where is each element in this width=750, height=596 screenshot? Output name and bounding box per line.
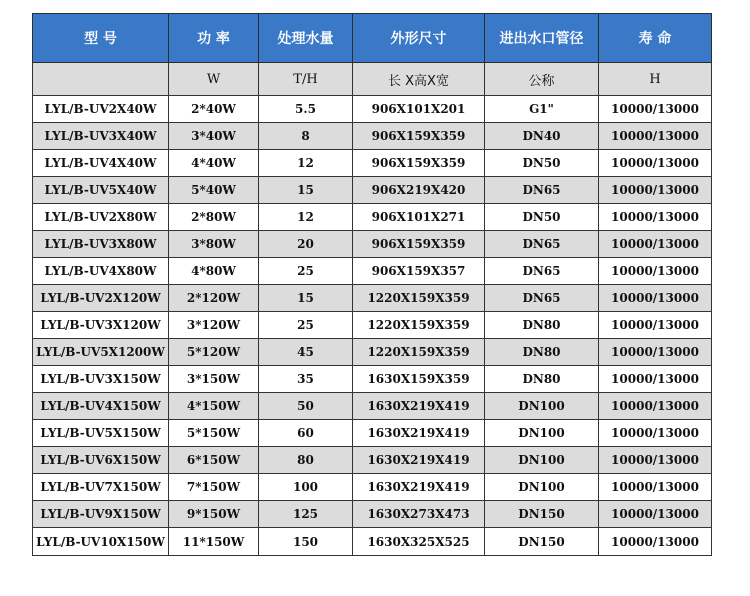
cell-lifespan: 10000/13000 [599,204,712,231]
cell-model: LYL/B-UV7X150W [33,474,169,501]
cell-dimensions: 1630X219X419 [353,447,485,474]
cell-model: LYL/B-UV2X120W [33,285,169,312]
cell-flow: 60 [259,420,353,447]
cell-power: 5*40W [169,177,259,204]
cell-lifespan: 10000/13000 [599,420,712,447]
header-model: 型 号 [33,14,169,63]
cell-power: 4*150W [169,393,259,420]
cell-lifespan: 10000/13000 [599,501,712,528]
cell-flow: 25 [259,258,353,285]
cell-pipe-size: G1" [485,96,599,123]
cell-dimensions: 1220X159X359 [353,285,485,312]
unit-lifespan: H [599,63,712,96]
table-body [33,96,712,556]
cell-pipe-size: DN100 [485,474,599,501]
cell-power: 6*150W [169,447,259,474]
table-row [33,285,712,312]
cell-dimensions: 1220X159X359 [353,339,485,366]
cell-flow: 20 [259,231,353,258]
cell-dimensions: 1630X273X473 [353,501,485,528]
cell-lifespan: 10000/13000 [599,447,712,474]
cell-model: LYL/B-UV9X150W [33,501,169,528]
cell-power: 5*150W [169,420,259,447]
units-row [33,63,712,96]
cell-model: LYL/B-UV2X40W [33,96,169,123]
cell-power: 3*150W [169,366,259,393]
table-row [33,258,712,285]
cell-model: LYL/B-UV5X40W [33,177,169,204]
table-row [33,231,712,258]
cell-model: LYL/B-UV4X150W [33,393,169,420]
cell-model: LYL/B-UV3X80W [33,231,169,258]
cell-dimensions: 906X159X357 [353,258,485,285]
header-row [33,14,712,63]
cell-lifespan: 10000/13000 [599,474,712,501]
cell-lifespan: 10000/13000 [599,123,712,150]
cell-dimensions: 906X159X359 [353,231,485,258]
spec-table [32,13,712,556]
cell-power: 2*120W [169,285,259,312]
cell-flow: 15 [259,177,353,204]
cell-pipe-size: DN80 [485,312,599,339]
cell-model: LYL/B-UV3X40W [33,123,169,150]
cell-lifespan: 10000/13000 [599,150,712,177]
cell-pipe-size: DN100 [485,393,599,420]
cell-lifespan: 10000/13000 [599,312,712,339]
cell-power: 7*150W [169,474,259,501]
cell-pipe-size: DN40 [485,123,599,150]
cell-pipe-size: DN150 [485,501,599,528]
cell-flow: 50 [259,393,353,420]
cell-power: 11*150W [169,528,259,556]
table-row [33,204,712,231]
cell-flow: 100 [259,474,353,501]
cell-dimensions: 1220X159X359 [353,312,485,339]
header-lifespan: 寿 命 [599,14,712,63]
cell-lifespan: 10000/13000 [599,393,712,420]
cell-flow: 5.5 [259,96,353,123]
cell-power: 5*120W [169,339,259,366]
cell-pipe-size: DN50 [485,204,599,231]
table-row [33,420,712,447]
table-row [33,528,712,556]
table-row [33,393,712,420]
cell-lifespan: 10000/13000 [599,231,712,258]
unit-dimensions: 长 X高X宽 [353,63,485,96]
cell-lifespan: 10000/13000 [599,285,712,312]
header-dimensions: 外形尺寸 [353,14,485,63]
header-pipe-size: 进出水口管径 [485,14,599,63]
cell-dimensions: 1630X219X419 [353,474,485,501]
cell-model: LYL/B-UV5X1200W [33,339,169,366]
cell-lifespan: 10000/13000 [599,339,712,366]
cell-model: LYL/B-UV4X80W [33,258,169,285]
cell-flow: 35 [259,366,353,393]
cell-model: LYL/B-UV4X40W [33,150,169,177]
cell-flow: 8 [259,123,353,150]
cell-dimensions: 1630X219X419 [353,420,485,447]
unit-model [33,63,169,96]
table-row [33,177,712,204]
cell-flow: 150 [259,528,353,556]
unit-power: W [169,63,259,96]
cell-pipe-size: DN50 [485,150,599,177]
cell-model: LYL/B-UV5X150W [33,420,169,447]
cell-dimensions: 906X219X420 [353,177,485,204]
cell-flow: 45 [259,339,353,366]
cell-power: 2*40W [169,96,259,123]
cell-flow: 125 [259,501,353,528]
cell-pipe-size: DN150 [485,528,599,556]
cell-pipe-size: DN65 [485,231,599,258]
table-row [33,447,712,474]
cell-dimensions: 906X101X201 [353,96,485,123]
table-row [33,123,712,150]
cell-flow: 15 [259,285,353,312]
cell-dimensions: 1630X159X359 [353,366,485,393]
table-row [33,96,712,123]
table-row [33,339,712,366]
table-row [33,366,712,393]
cell-model: LYL/B-UV3X120W [33,312,169,339]
cell-dimensions: 906X159X359 [353,150,485,177]
cell-pipe-size: DN100 [485,420,599,447]
cell-lifespan: 10000/13000 [599,366,712,393]
cell-dimensions: 906X159X359 [353,123,485,150]
header-power: 功 率 [169,14,259,63]
table-row [33,501,712,528]
cell-power: 3*120W [169,312,259,339]
cell-pipe-size: DN65 [485,177,599,204]
cell-flow: 12 [259,204,353,231]
cell-dimensions: 1630X219X419 [353,393,485,420]
cell-power: 2*80W [169,204,259,231]
cell-model: LYL/B-UV10X150W [33,528,169,556]
table-row [33,312,712,339]
cell-power: 4*40W [169,150,259,177]
cell-flow: 80 [259,447,353,474]
cell-power: 3*80W [169,231,259,258]
table-row [33,150,712,177]
cell-power: 3*40W [169,123,259,150]
cell-pipe-size: DN65 [485,285,599,312]
cell-model: LYL/B-UV6X150W [33,447,169,474]
cell-flow: 25 [259,312,353,339]
cell-pipe-size: DN80 [485,339,599,366]
cell-power: 4*80W [169,258,259,285]
cell-dimensions: 906X101X271 [353,204,485,231]
cell-flow: 12 [259,150,353,177]
cell-dimensions: 1630X325X525 [353,528,485,556]
cell-model: LYL/B-UV2X80W [33,204,169,231]
cell-pipe-size: DN80 [485,366,599,393]
unit-flow: T/H [259,63,353,96]
cell-lifespan: 10000/13000 [599,96,712,123]
cell-pipe-size: DN65 [485,258,599,285]
cell-lifespan: 10000/13000 [599,258,712,285]
cell-pipe-size: DN100 [485,447,599,474]
cell-power: 9*150W [169,501,259,528]
header-flow: 处理水量 [259,14,353,63]
table-row [33,474,712,501]
cell-lifespan: 10000/13000 [599,528,712,556]
unit-pipe-size: 公称 [485,63,599,96]
cell-model: LYL/B-UV3X150W [33,366,169,393]
cell-lifespan: 10000/13000 [599,177,712,204]
